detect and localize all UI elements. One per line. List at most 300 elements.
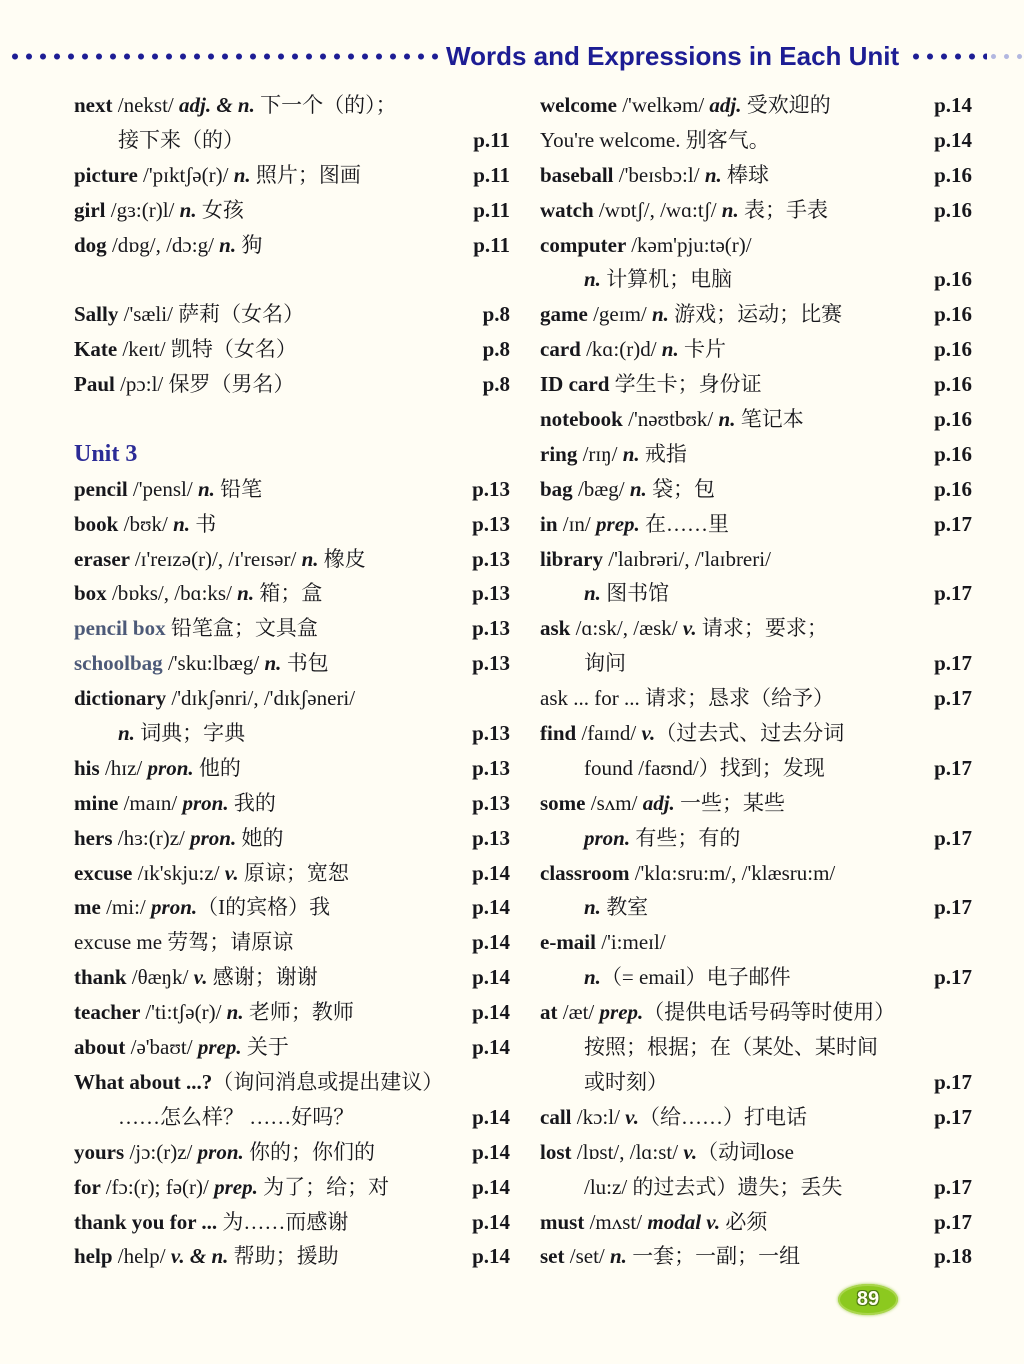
entry-line: [540, 611, 972, 646]
headword: thank: [74, 965, 132, 990]
page-number: 89: [856, 1288, 880, 1310]
page-ref: p.8: [482, 372, 510, 397]
entry-segment: /'pɪktʃə(r)/: [143, 162, 234, 187]
entry-segment: pron.: [151, 895, 198, 920]
entry-segment: /help/: [117, 1244, 171, 1269]
page-ref: p.17: [934, 895, 972, 920]
headword: picture: [74, 162, 144, 187]
entry-text: [540, 1100, 807, 1135]
entry-line: [540, 262, 972, 297]
headword: What about ...?: [74, 1069, 213, 1094]
entry-segment: 计算机；电脑: [606, 267, 733, 292]
headword: in: [540, 511, 563, 536]
entry-text: [74, 542, 366, 577]
entry-segment: /wɒtʃ/, /wɑ:tʃ/: [598, 197, 722, 222]
entry-line: [74, 1239, 510, 1274]
headword: find: [540, 721, 582, 746]
entry-segment: （= email）电子邮件: [600, 965, 791, 990]
page-ref: p.16: [934, 441, 972, 466]
page-ref: p.14: [472, 1244, 510, 1269]
entry-segment: 教室: [606, 895, 649, 920]
entry-segment: 帮助；援助: [233, 1244, 339, 1269]
headword: call: [540, 1104, 577, 1129]
entry-segment: 游戏；运动；比赛: [674, 302, 843, 327]
entry-line: [74, 542, 510, 577]
entry-segment: /'nəʊtbʊk/: [628, 407, 719, 432]
entry-line: [540, 786, 972, 821]
page-ref: p.17: [934, 686, 972, 711]
entry-segment: n.: [721, 197, 744, 222]
entry-segment: 卡片: [683, 337, 726, 362]
entry-segment: n.: [704, 162, 727, 187]
entry-segment: 接下来（的）: [118, 127, 244, 152]
page-ref: p.13: [472, 616, 510, 641]
headword: for: [74, 1174, 106, 1199]
entry-segment: 棒球: [727, 162, 769, 187]
headword: computer: [540, 232, 632, 257]
entry-text: [540, 367, 762, 402]
page-ref: p.17: [934, 1174, 972, 1199]
entry-text: [74, 925, 293, 960]
entry-segment: n.: [584, 965, 601, 990]
entry-line: [540, 402, 972, 437]
headword: pencil: [74, 476, 133, 501]
entry-text: [540, 542, 771, 577]
entry-line: [540, 576, 972, 611]
entry-segment: 有些；有的: [635, 825, 741, 850]
page-ref: p.17: [934, 755, 972, 780]
page-ref: p.17: [934, 1104, 972, 1129]
entry-text: [74, 1030, 289, 1065]
entry-segment: 下一个（的）；: [260, 93, 397, 117]
entry-line: [540, 716, 972, 751]
headword: about: [74, 1035, 131, 1060]
entry-text: [74, 821, 283, 856]
headword: Sally: [74, 302, 124, 327]
entry-segment: 书: [195, 511, 217, 536]
entry-line: [74, 1065, 510, 1100]
entry-segment: /fɔ:(r); fə(r)/: [105, 1174, 215, 1199]
page-ref: p.11: [473, 162, 510, 187]
entry-segment: n.: [622, 441, 645, 466]
entry-text: [74, 960, 318, 995]
unit-heading: Unit 3: [74, 440, 138, 467]
entry-segment: /'pensl/: [132, 476, 198, 501]
entry-segment: pron.: [197, 1139, 250, 1164]
page-ref: p.17: [934, 511, 972, 536]
entry-segment: /'welkəm/: [622, 93, 710, 117]
entry-line: [74, 681, 510, 716]
entry-line: [540, 507, 972, 542]
headword: baseball: [540, 162, 619, 187]
headword: set: [540, 1244, 570, 1269]
entry-line: [74, 367, 510, 402]
page-ref: p.8: [482, 337, 510, 362]
page-ref: p.13: [472, 790, 510, 815]
entry-text: [540, 402, 804, 437]
entry-segment: 或时刻）: [584, 1069, 668, 1094]
headword: notebook: [540, 407, 629, 432]
entry-text: [74, 751, 241, 786]
dotted-rule-right: [909, 51, 987, 62]
entry-segment: （过去式、过去分词: [655, 721, 845, 746]
headword: ring: [540, 441, 583, 466]
entry-text: [74, 472, 262, 507]
page-ref: p.14: [472, 1000, 510, 1025]
page-title: Words and Expressions in Each Unit: [446, 40, 900, 71]
page-ref: p.13: [472, 721, 510, 746]
entry-segment: prep.: [197, 1035, 247, 1060]
dotted-rule-faded: [987, 51, 1024, 62]
entry-segment: 关于: [246, 1035, 289, 1060]
page-ref: p.13: [472, 476, 510, 501]
left-column: [74, 88, 510, 1274]
entry-text: [540, 158, 769, 193]
headword: bag: [540, 476, 578, 501]
entry-line: [74, 856, 510, 891]
right-column: [540, 88, 972, 1274]
entry-text: [74, 1205, 348, 1240]
entry-text: [540, 821, 740, 856]
page-ref: p.16: [934, 476, 972, 501]
entry-line: [540, 437, 972, 472]
entry-text: [540, 786, 785, 821]
entry-segment: /bæg/: [577, 476, 630, 501]
entry-line: [540, 542, 972, 577]
headword: card: [540, 337, 587, 362]
entry-segment: pron.: [584, 825, 636, 850]
entry-segment: 凯特（女名）: [170, 337, 297, 362]
entry-line: [540, 158, 972, 193]
entry-text: [540, 297, 842, 332]
headword: library: [540, 546, 609, 571]
entry-line: [540, 821, 972, 856]
entry-segment: 橡皮: [323, 546, 366, 571]
entry-segment: /'klɑ:sru:m/, /'klæsru:m/: [634, 860, 836, 885]
entry-text: [540, 228, 752, 263]
entry-line: [74, 960, 510, 995]
entry-segment: /ɑ:sk/, /æsk/: [575, 616, 683, 641]
page-ref: p.17: [934, 1209, 972, 1234]
page-ref: p.11: [473, 232, 510, 257]
entry-text: [540, 472, 715, 507]
entry-line: [540, 681, 972, 716]
entry-segment: n.: [173, 511, 196, 536]
page-ref: p.14: [472, 860, 510, 885]
entry-segment: /'i:meɪl/: [601, 930, 666, 955]
entry-text: [540, 960, 791, 995]
entry-segment: 必须: [725, 1209, 768, 1234]
entry-segment: /bʊk/: [123, 511, 174, 536]
headword: You're welcome.: [540, 127, 686, 152]
entry-line: [74, 507, 510, 542]
entry-text: [540, 1030, 878, 1065]
entry-segment: /kɔ:l/: [576, 1104, 626, 1129]
entry-text: [540, 193, 828, 228]
entry-segment: 受欢迎的: [746, 93, 831, 117]
entry-line: [74, 1205, 510, 1240]
entry-segment: 表；手表: [743, 197, 828, 222]
entry-segment: 箱；盒: [259, 581, 323, 606]
spacer: [74, 402, 510, 437]
headword: help: [74, 1244, 118, 1269]
page-ref: p.14: [472, 1174, 510, 1199]
entry-segment: 袋；包: [652, 476, 716, 501]
entry-line: [540, 367, 972, 402]
entry-line: [540, 193, 972, 228]
entry-segment: 一套；一副；一组: [632, 1244, 801, 1269]
entry-segment: n.: [118, 721, 141, 746]
headword: ID card: [540, 372, 615, 397]
spacer: [74, 262, 510, 297]
headword: me: [74, 895, 107, 920]
entry-line: [74, 716, 510, 751]
entry-text: [74, 786, 276, 821]
entry-text: [540, 437, 687, 472]
entry-segment: adj.: [709, 93, 747, 117]
entry-segment: 为了；给；对: [263, 1174, 390, 1199]
entry-segment: v.: [683, 1139, 698, 1164]
entry-line: [540, 1239, 972, 1274]
entry-segment: v. & n.: [170, 1244, 234, 1269]
entry-segment: 她的: [241, 825, 284, 850]
entry-text: [74, 611, 318, 646]
entry-line: [74, 995, 510, 1030]
entry-segment: 劳驾；请原谅: [167, 930, 294, 955]
entry-line: [74, 193, 510, 228]
entry-segment: 戒指: [644, 441, 687, 466]
entry-text: [74, 681, 355, 716]
entry-line: [540, 960, 972, 995]
entry-segment: /ɪk'skju:z/: [137, 860, 225, 885]
entry-segment: n.: [179, 197, 202, 222]
entry-segment: ……怎么样？ ……好吗？: [118, 1104, 355, 1129]
entry-text: [540, 716, 844, 751]
entry-text: [540, 88, 831, 123]
page-ref: p.16: [934, 302, 972, 327]
entry-line: [74, 1170, 510, 1205]
entry-segment: /'sæli/: [123, 302, 179, 327]
entry-segment: modal v.: [647, 1209, 726, 1234]
entry-segment: 别客气。: [685, 127, 770, 152]
headword: at: [540, 1000, 563, 1025]
page-ref: p.14: [472, 1104, 510, 1129]
headword: girl: [74, 197, 111, 222]
entry-segment: /lɒst/, /lɑ:st/: [576, 1139, 684, 1164]
entry-segment: n.: [610, 1244, 633, 1269]
entry-segment: pron.: [147, 755, 199, 780]
entry-text: [74, 646, 329, 681]
entry-segment: 保罗（男名）: [168, 372, 295, 397]
entry-line: [540, 123, 972, 158]
entry-text: [540, 995, 895, 1030]
headword: must: [540, 1209, 590, 1234]
entry-text: [74, 158, 361, 193]
page-ref: p.14: [472, 930, 510, 955]
page-ref: p.16: [934, 407, 972, 432]
entry-line: [540, 856, 972, 891]
entry-line: [540, 751, 972, 786]
entry-segment: n.: [661, 337, 684, 362]
entry-segment: （提供电话号码等时使用）: [643, 1000, 896, 1025]
entry-segment: 感谢；谢谢: [212, 965, 318, 990]
entry-text: [540, 856, 835, 891]
entry-segment: 请求；要求；: [701, 616, 828, 641]
entry-segment: n.: [301, 546, 324, 571]
entry-text: [74, 1239, 339, 1274]
entry-text: [74, 890, 330, 925]
entry-text: [74, 297, 304, 332]
entry-segment: （给……）打电话: [638, 1104, 807, 1129]
entry-segment: v.: [641, 721, 656, 746]
page-ref: p.17: [934, 1069, 972, 1094]
entry-line: [540, 297, 972, 332]
entry-segment: /θæŋk/: [131, 965, 194, 990]
entry-text: [540, 1205, 767, 1240]
entry-segment: /faɪnd/: [581, 721, 642, 746]
headword: thank you for ...: [74, 1209, 223, 1234]
entry-line: [540, 1205, 972, 1240]
headword: lost: [540, 1139, 577, 1164]
entry-segment: （I的宾格）我: [197, 895, 331, 920]
entry-line: [74, 611, 510, 646]
entry-segment: 狗: [241, 232, 263, 257]
entry-segment: /rɪŋ/: [582, 441, 623, 466]
entry-segment: 你的；你们的: [249, 1139, 376, 1164]
entry-segment: v.: [625, 1104, 639, 1129]
entry-segment: /geɪm/: [593, 302, 652, 327]
page-ref: p.17: [934, 825, 972, 850]
entry-text: [540, 646, 626, 681]
entry-segment: n.: [219, 232, 242, 257]
entry-segment: 请求；恳求（给予）: [644, 686, 834, 711]
page-ref: p.13: [472, 825, 510, 850]
entry-segment: n.: [718, 407, 741, 432]
page-ref: p.11: [473, 127, 510, 152]
entry-segment: n.: [629, 476, 653, 501]
entry-segment: /keɪt/: [122, 337, 171, 362]
entry-text: [74, 576, 322, 611]
entry-text: [540, 123, 770, 158]
entry-segment: 照片；图画: [255, 162, 361, 187]
page-ref: p.17: [934, 651, 972, 676]
entry-text: [540, 611, 828, 646]
page-ref: p.14: [472, 1035, 510, 1060]
entry-text: [540, 890, 648, 925]
entry-text: [74, 228, 262, 263]
entry-text: [540, 751, 825, 786]
dotted-rule-left: [8, 51, 440, 62]
entry-line: [74, 123, 510, 158]
entry-line: [74, 297, 510, 332]
entry-segment: /'ti:tʃə(r)/: [145, 1000, 227, 1025]
headword: eraser: [74, 546, 135, 571]
entry-text: [74, 88, 397, 123]
entry-text: [74, 1135, 375, 1170]
headword: box: [74, 581, 112, 606]
entry-segment: /hɪz/: [104, 755, 148, 780]
entry-line: [540, 472, 972, 507]
headword: welcome: [540, 93, 623, 117]
entry-segment: /sʌm/: [590, 790, 643, 815]
entry-segment: 萨莉（女名）: [178, 302, 305, 327]
entry-segment: /kɑ:(r)d/: [586, 337, 662, 362]
entry-segment: 铅笔: [220, 476, 263, 501]
entry-line: [74, 1135, 510, 1170]
entry-segment: 词典；字典: [140, 721, 246, 746]
entry-segment: n.: [584, 581, 607, 606]
page-ref: p.16: [934, 372, 972, 397]
entry-segment: prep.: [214, 1174, 264, 1199]
entry-segment: /æt/: [562, 1000, 600, 1025]
entry-text: [74, 716, 245, 751]
entry-line: [74, 786, 510, 821]
headword: dog: [74, 232, 112, 257]
entry-text: [74, 856, 349, 891]
entry-segment: /ə'baʊt/: [130, 1035, 198, 1060]
entry-text: [540, 681, 834, 716]
entry-segment: 书包: [286, 651, 329, 676]
entry-segment: /maɪn/: [123, 790, 183, 815]
entry-line: [540, 925, 972, 960]
page-ref: p.16: [934, 197, 972, 222]
entry-text: [74, 507, 216, 542]
headword: watch: [540, 197, 599, 222]
entry-text: [540, 576, 669, 611]
page-ref: p.13: [472, 511, 510, 536]
page-ref: p.11: [473, 197, 510, 222]
entry-segment: prep.: [599, 1000, 644, 1025]
entry-segment: /dɒg/, /dɔ:g/: [111, 232, 220, 257]
entry-segment: /'beɪsbɔ:l/: [618, 162, 705, 187]
entry-text: [540, 1239, 800, 1274]
page-ref: p.14: [472, 965, 510, 990]
entry-text: [74, 995, 354, 1030]
entry-text: [540, 925, 666, 960]
entry-line: [74, 821, 510, 856]
entry-segment: pron.: [190, 825, 242, 850]
headword: schoolbag: [74, 651, 168, 676]
entry-segment: /'laɪbrəri/, /'laɪbreri/: [608, 546, 771, 571]
entry-text: [74, 1065, 443, 1100]
page-ref: p.13: [472, 581, 510, 606]
entry-segment: 为……而感谢: [222, 1209, 349, 1234]
entry-segment: adj. & n.: [179, 93, 261, 117]
entry-segment: 按照；根据；在（某处、某时间: [584, 1035, 878, 1060]
headword: e-mail: [540, 930, 602, 955]
entry-text: [74, 1100, 354, 1135]
entry-segment: found /faʊnd/）找到；发现: [584, 755, 825, 780]
entry-segment: 原谅；宽恕: [243, 860, 349, 885]
entry-line: [74, 890, 510, 925]
entry-segment: /kəm'pju:tə(r)/: [631, 232, 752, 257]
entry-text: [540, 1135, 794, 1170]
entry-segment: 在……里: [645, 511, 730, 536]
entry-line: [74, 576, 510, 611]
headword: ask: [540, 616, 576, 641]
entry-segment: 图书馆: [606, 581, 670, 606]
headword: some: [540, 790, 591, 815]
entry-segment: n.: [584, 267, 607, 292]
entry-text: [74, 367, 295, 402]
entry-segment: /gɜ:(r)l/: [110, 197, 180, 222]
page-ref: p.16: [934, 162, 972, 187]
entry-line: [74, 88, 510, 123]
entry-segment: /mʌst/: [589, 1209, 648, 1234]
headword: pencil box: [74, 616, 171, 641]
entry-line: [540, 1065, 972, 1100]
entry-line: [74, 646, 510, 681]
